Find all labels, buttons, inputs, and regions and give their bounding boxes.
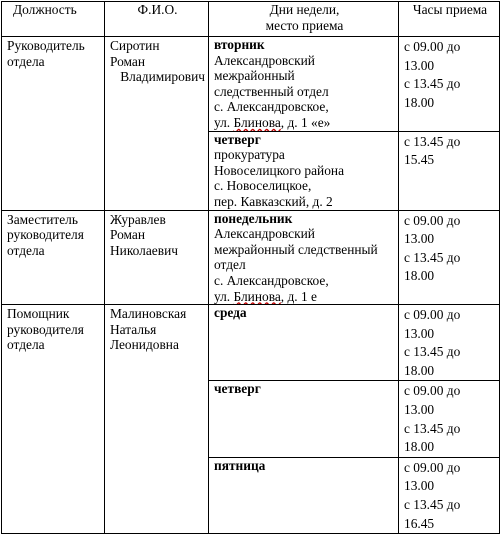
cell-day-place (209, 305, 399, 381)
day-label: вторник (214, 37, 265, 52)
cell-day-place: вторник Александровский межрайонный следственный отдел с. Александровское, ул. Блинова, д. 1 «е» (209, 37, 399, 132)
day-label: четверг (214, 381, 261, 397)
header-row (2, 2, 500, 37)
cell-day-place (209, 381, 399, 457)
cell-position: Помощник руководителя отдела (2, 305, 105, 534)
reception-schedule-table (1, 1, 500, 534)
day-label: среда (214, 305, 247, 321)
cell-hours: с 09.00 до 13.00 с 13.45 до 18.00 (399, 210, 500, 305)
cell-hours: с 13.45 до 15.45 (399, 131, 500, 210)
table-row (2, 305, 500, 381)
table-row (2, 37, 500, 132)
header-position: Должность (2, 2, 105, 37)
header-hours: Часы приема (399, 2, 500, 37)
cell-name: Сиротин Роман Владимирович (105, 37, 209, 211)
table-row (2, 210, 500, 305)
cell-hours: с 09.00 до 13.00 с 13.45 до 18.00 (399, 37, 500, 132)
cell-day-place (209, 457, 399, 533)
cell-position: Руководитель отдела (2, 37, 105, 211)
cell-hours: с 09.00 до 13.00 с 13.45 до 18.00 (399, 305, 500, 381)
header-name: Ф.И.О. (105, 2, 209, 37)
cell-day-place: четверг прокуратура Новоселицкого района с. Новоселицкое, пер. Кавказский, д. 2 (209, 131, 399, 210)
cell-hours: с 09.00 до 13.00 с 13.45 до 18.00 (399, 381, 500, 457)
header-days: Дни недели, место приема (209, 2, 399, 37)
day-label: понедельник (214, 210, 293, 226)
cell-day-place: понедельник Александровский межрайонный следственный отдел с. Александровское, ул. Блинова, д. 1 е (209, 210, 399, 305)
cell-name: Журавлев Роман Николаевич (105, 210, 209, 305)
cell-hours: с 09.00 до 13.00 с 13.45 до 16.45 (399, 457, 500, 533)
day-label: пятница (214, 457, 266, 473)
cell-name: Малиновская Наталья Леонидовна (105, 305, 209, 534)
day-label: четверг (214, 131, 261, 147)
cell-position: Заместитель руководителя отдела (2, 210, 105, 305)
